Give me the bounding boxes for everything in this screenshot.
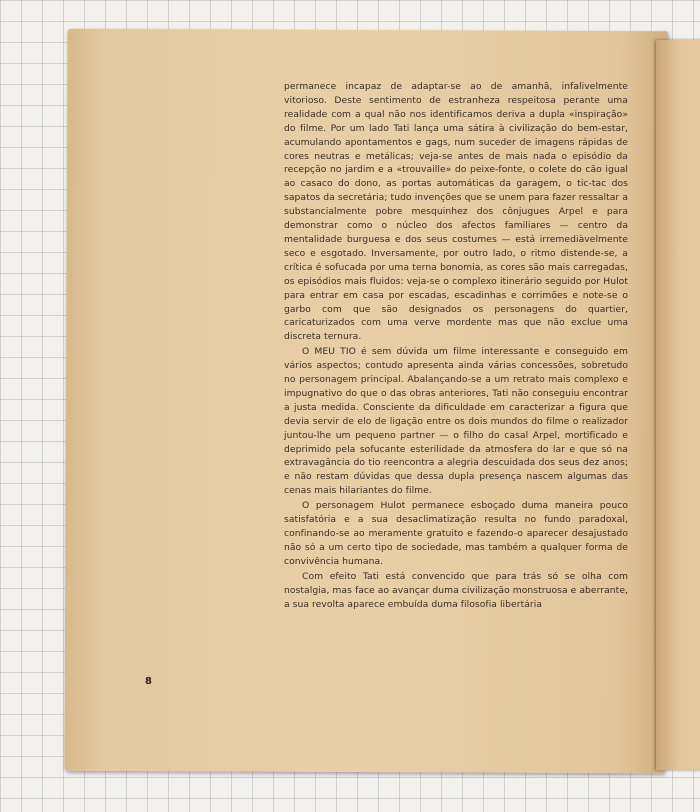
paragraph: O personagem Hulot permanece esboçado duma maneira pouco satisfatória e a sua desaclimatização resulta no fundo paradoxal, confinando-se ao meramente gratuito e fazendo-o aparecer desajustado não só a um certo tipo de sociedade, mas também a qualquer forma de convivência humana.: [284, 500, 628, 567]
facing-page-edge: [656, 40, 700, 770]
body-text: [284, 80, 628, 611]
paragraph: permanece incapaz de adaptar-se ao de amanhã, infalivelmente vitorioso. Deste sentimento de estranheza respeitosa perante uma realidade com a qual não nos identificamos deriva a dupla «inspiração» do filme. Por um lado Tati lança uma sátira à civilização do bem-estar, acumulando apontamentos e gags, num suceder de imagens rápidas de cores neutras e metálicas; veja-se antes de mais nada o episódio da recepção no jardim e a «trouvaille» do peixe-fonte, o colete do cão igual ao casaco do dono, as portas automáticas da garagem, o tic-tac dos sapatos da secretária; tudo invenções que se unem para fazer ressaltar a substancialmente pobre mesquinhez dos cônjugues Arpel e para demonstrar como o núcleo dos afectos familiares — centro da mentalidade burguesa e dos seus costumes — está irremediàvelmente seco e esgotado. Inversamente, por outro lado, o ritmo distende-se, a crítica é sofucada por uma terna bonomia, as cores são mais carregadas, os episódios mais fluidos: veja-se o complexo itinerário seguido por Hulot para entrar em casa por escadas, escadinhas e corrimões e note-se o garbo com que são designados os personagens do quartier, caricaturizados com uma verve mordente mas que não exclue uma discreta ternura.: [284, 81, 628, 343]
page-number: 8: [145, 676, 152, 687]
paragraph: O MEU TIO é sem dúvida um filme interessante e conseguido em vários aspectos; contudo apresenta ainda várias concessões, sobretudo no personagem principal. Abalançando-se a um retrato mais complexo e impugnativo do que o das obras anteriores, Tati não conseguiu encontrar a justa medida. Consciente da dificuldade em caracterizar a figura que devia servir de elo de ligação entre os dois mundos do filme o realizador juntou-lhe um pequeno partner — o filho do casal Arpel, mortificado e deprimido pela sofucante esterilidade da atmosfera do lar e que só na extravagância do tio reencontra a alegria descuidada dos seus dez anos; e não restam dúvidas que dessa dupla presença nascem algumas das cenas mais hilariantes do filme.: [284, 346, 628, 497]
paragraph: Com efeito Tati está convencido que para trás só se olha com nostalgia, mas face ao avançar duma civilização monstruosa e aberrante, a sua revolta aparece embuída duma filosofia libertária: [284, 570, 628, 610]
